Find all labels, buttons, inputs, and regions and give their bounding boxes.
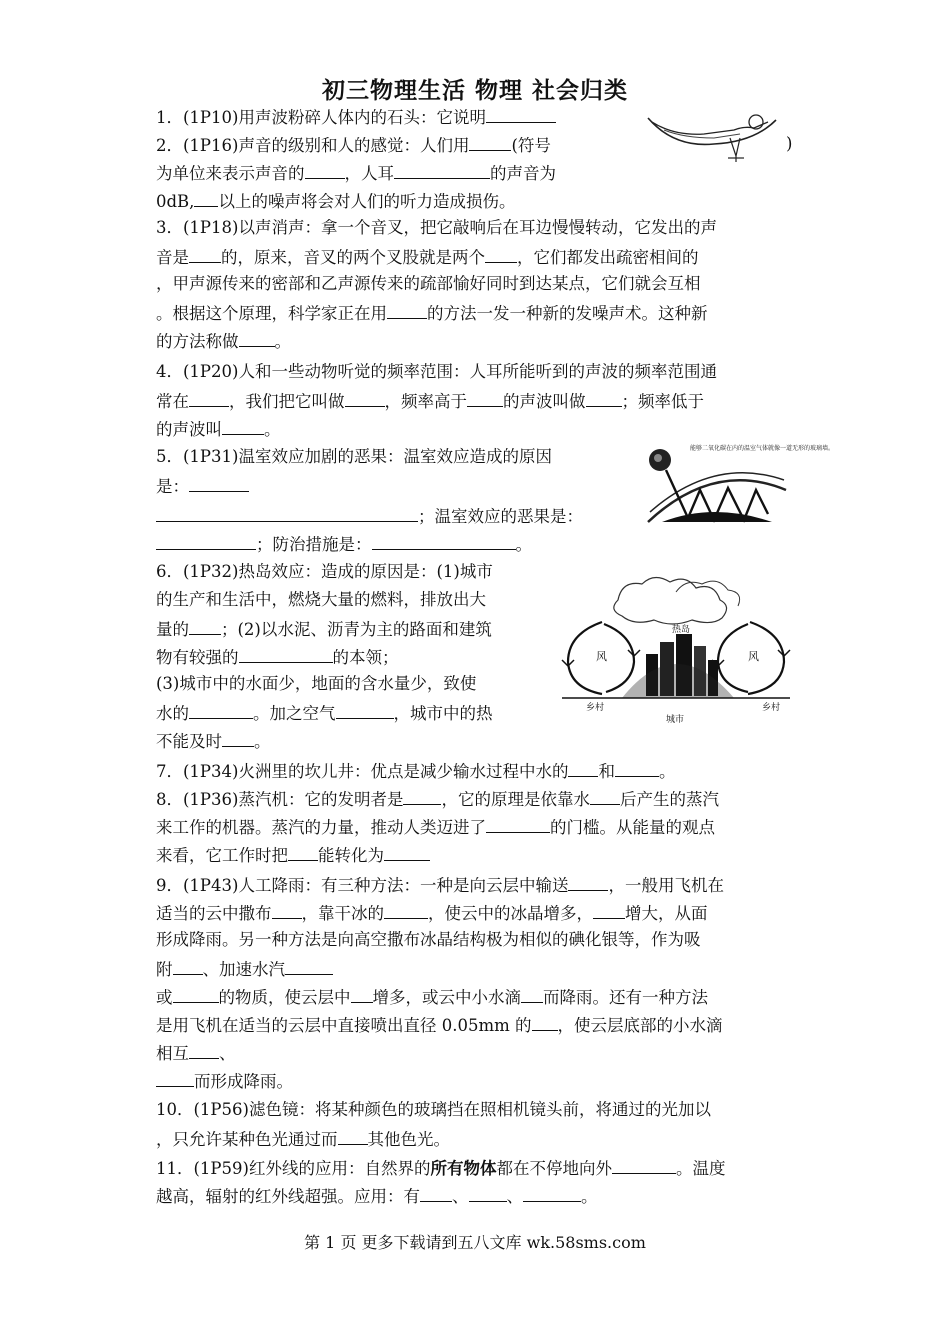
blank[interactable]	[521, 986, 543, 1003]
blank[interactable]	[189, 390, 229, 407]
q3-line-1: 3．(1P18)以声消声：拿一个音叉，把它敲响后在耳边慢慢转动，它发出的声	[156, 218, 717, 237]
blank[interactable]	[222, 730, 254, 747]
q4-line-2: 常在 ，我们把它叫做 ，频率高于 的声波叫做 ；频率低于	[156, 392, 704, 411]
blank[interactable]	[420, 1185, 452, 1202]
q10-line-2: ，只允许某种色光通过而 其他色光。	[156, 1130, 450, 1149]
q6-line-5: (3)城市中的水面少，地面的含水量少，致使	[156, 674, 477, 693]
q5-line-3: ；温室效应的恶果是：	[156, 505, 583, 527]
blank[interactable]	[384, 844, 430, 861]
blank[interactable]	[568, 760, 598, 777]
blank[interactable]	[403, 788, 441, 805]
q6-line-4: 物有较强的 的本领；	[156, 648, 399, 667]
blank[interactable]	[593, 902, 625, 919]
blank[interactable]	[336, 702, 394, 719]
q6-line-3: 量的 ；(2)以水泥、沥青为主的路面和建筑	[156, 620, 492, 639]
blank[interactable]	[486, 816, 550, 833]
greenhouse-figure	[644, 440, 835, 522]
blank[interactable]	[222, 418, 264, 435]
blank[interactable]	[467, 390, 503, 407]
blank[interactable]	[532, 1014, 558, 1031]
blank[interactable]	[173, 986, 219, 1003]
blank[interactable]	[189, 246, 221, 263]
q2-line-1: 2．(1P16)声音的级别和人的感觉：人们用 (符号	[156, 136, 551, 155]
blank[interactable]	[156, 505, 418, 522]
blank[interactable]	[239, 330, 275, 347]
q4-line-3: 的声波叫 。	[156, 420, 281, 439]
heat-island-label: 热岛	[672, 625, 691, 635]
q9-line-6: 是用飞机在适当的云层中直接喷出直径 0.05mm 的 ，使云层底部的小水滴	[156, 1016, 723, 1035]
q5-line-2: 是：	[156, 475, 249, 497]
blank[interactable]	[189, 702, 253, 719]
q6-line-2: 的生产和生活中，燃烧大量的燃料，排放出大	[156, 590, 486, 609]
q2-line-1-close: )	[786, 134, 793, 153]
page-footer: 第 1 页 更多下载请到五八文库 wk.58sms.com	[304, 1233, 646, 1252]
blank[interactable]	[345, 390, 385, 407]
q9-line-7: 相互 、	[156, 1044, 236, 1063]
wind-label-left: 风	[596, 650, 607, 663]
blank[interactable]	[615, 760, 659, 777]
q6-line-6: 水的 。加之空气 ，城市中的热	[156, 704, 493, 723]
wind-label-right: 风	[748, 650, 759, 663]
blank[interactable]	[485, 246, 517, 263]
blank[interactable]	[189, 475, 249, 492]
q4-line-1: 4．(1P20)人和一些动物听觉的频率范围：人耳所能听到的声波的频率范围通	[156, 362, 717, 381]
blank[interactable]	[394, 162, 490, 179]
q11-line-1: 11．(1P59)红外线的应用：自然界的所有物体都在不停地向外 。温度	[156, 1159, 726, 1178]
q3-line-3: ，甲声源传来的密部和乙声源传来的疏部愉好同时到达某点，它们就会互相	[156, 274, 701, 293]
blank[interactable]	[156, 1070, 194, 1087]
blank[interactable]	[351, 986, 373, 1003]
q8-line-1: 8．(1P36)蒸汽机：它的发明者是 ，它的原理是依靠水 后产生的蒸汽	[156, 790, 719, 809]
blank[interactable]	[469, 134, 511, 151]
blank[interactable]	[239, 646, 333, 663]
q3-line-2: 音是 的，原来，音叉的两个叉股就是两个 ，它们都发出疏密相间的	[156, 248, 699, 267]
city-label: 城市	[666, 715, 685, 725]
q9-line-3: 形成降雨。另一种方法是向高空撒布冰晶结构极为相似的碘化银等，作为吸	[156, 930, 701, 949]
q9-line-1: 9．(1P43)人工降雨：有三种方法：一种是向云层中输送 ，一般用飞机在	[156, 876, 724, 895]
q9-line-4: 附 、加速水汽	[156, 958, 333, 980]
blank[interactable]	[387, 302, 427, 319]
q8-line-2: 来工作的机器。蒸汽的力量，推动人类迈进了 的门槛。从能量的观点	[156, 818, 715, 837]
village-label-left: 乡村	[586, 703, 605, 713]
blank[interactable]	[486, 106, 556, 123]
q7-line-1: 7．(1P34)火洲里的坎儿井：优点是减少输水过程中水的 和 。	[156, 762, 676, 781]
q5-line-4: ；防治措施是： 。	[156, 533, 532, 555]
greenhouse-caption: 能够二氧化碳在内的温室气体就像一道无形的玻璃墙。	[690, 445, 835, 452]
blank[interactable]	[189, 1042, 219, 1059]
blank[interactable]	[173, 958, 203, 975]
blank[interactable]	[272, 902, 302, 919]
q11-line-2: 越高，辐射的红外线超强。应用：有 、 、 。	[156, 1187, 598, 1206]
blank[interactable]	[586, 390, 622, 407]
blank[interactable]	[288, 844, 318, 861]
blank[interactable]	[372, 533, 516, 550]
blank[interactable]	[338, 1128, 368, 1145]
village-label-right: 乡村	[762, 703, 781, 713]
page-title: 初三物理生活 物理 社会归类	[321, 77, 628, 104]
q1-line-1: 1．(1P10)用声波粉碎人体内的石头：它说明	[156, 106, 556, 128]
heat-island-figure	[562, 570, 790, 730]
blank[interactable]	[194, 190, 218, 207]
q6-line-7: 不能及时 。	[156, 732, 271, 751]
blank[interactable]	[189, 618, 221, 635]
q6-line-1: 6．(1P32)热岛效应：造成的原因是：(1)城市	[156, 562, 493, 581]
q2-line-3: 0dB, 以上的噪声将会对人们的听力造成损伤。	[156, 192, 516, 211]
blank[interactable]	[285, 958, 333, 975]
q3-line-5: 的方法称做 。	[156, 332, 291, 351]
q3-line-4: 。根据这个原理，科学家正在用 的方法一发一种新的发噪声术。这种新	[156, 304, 708, 323]
blank[interactable]	[469, 1185, 507, 1202]
q9-line-2: 适当的云中撒布 ，靠干冰的 ，使云中的冰晶增多， 增大，从面	[156, 904, 708, 923]
q9-line-8: 而形成降雨。	[156, 1070, 293, 1092]
blank[interactable]	[384, 902, 428, 919]
q2-line-2: 为单位来表示声音的 ，人耳 的声音为	[156, 164, 556, 183]
blank[interactable]	[156, 533, 256, 550]
q9-line-5: 或 的物质，使云层中 增多，或云中小水滴 而降雨。还有一种方法	[156, 988, 708, 1007]
q10-line-1: 10．(1P56)滤色镜：将某种颜色的玻璃挡在照相机镜头前，将通过的光加以	[156, 1100, 711, 1119]
blank[interactable]	[612, 1157, 676, 1174]
blank[interactable]	[305, 162, 345, 179]
blank[interactable]	[523, 1185, 581, 1202]
q5-line-1: 5．(1P31)温室效应加剧的恶果：温室效应造成的原因	[156, 447, 552, 466]
blank[interactable]	[568, 874, 608, 891]
lithotripsy-figure	[644, 108, 784, 164]
blank[interactable]	[590, 788, 620, 805]
q8-line-3: 来看，它工作时把 能转化为	[156, 844, 430, 866]
